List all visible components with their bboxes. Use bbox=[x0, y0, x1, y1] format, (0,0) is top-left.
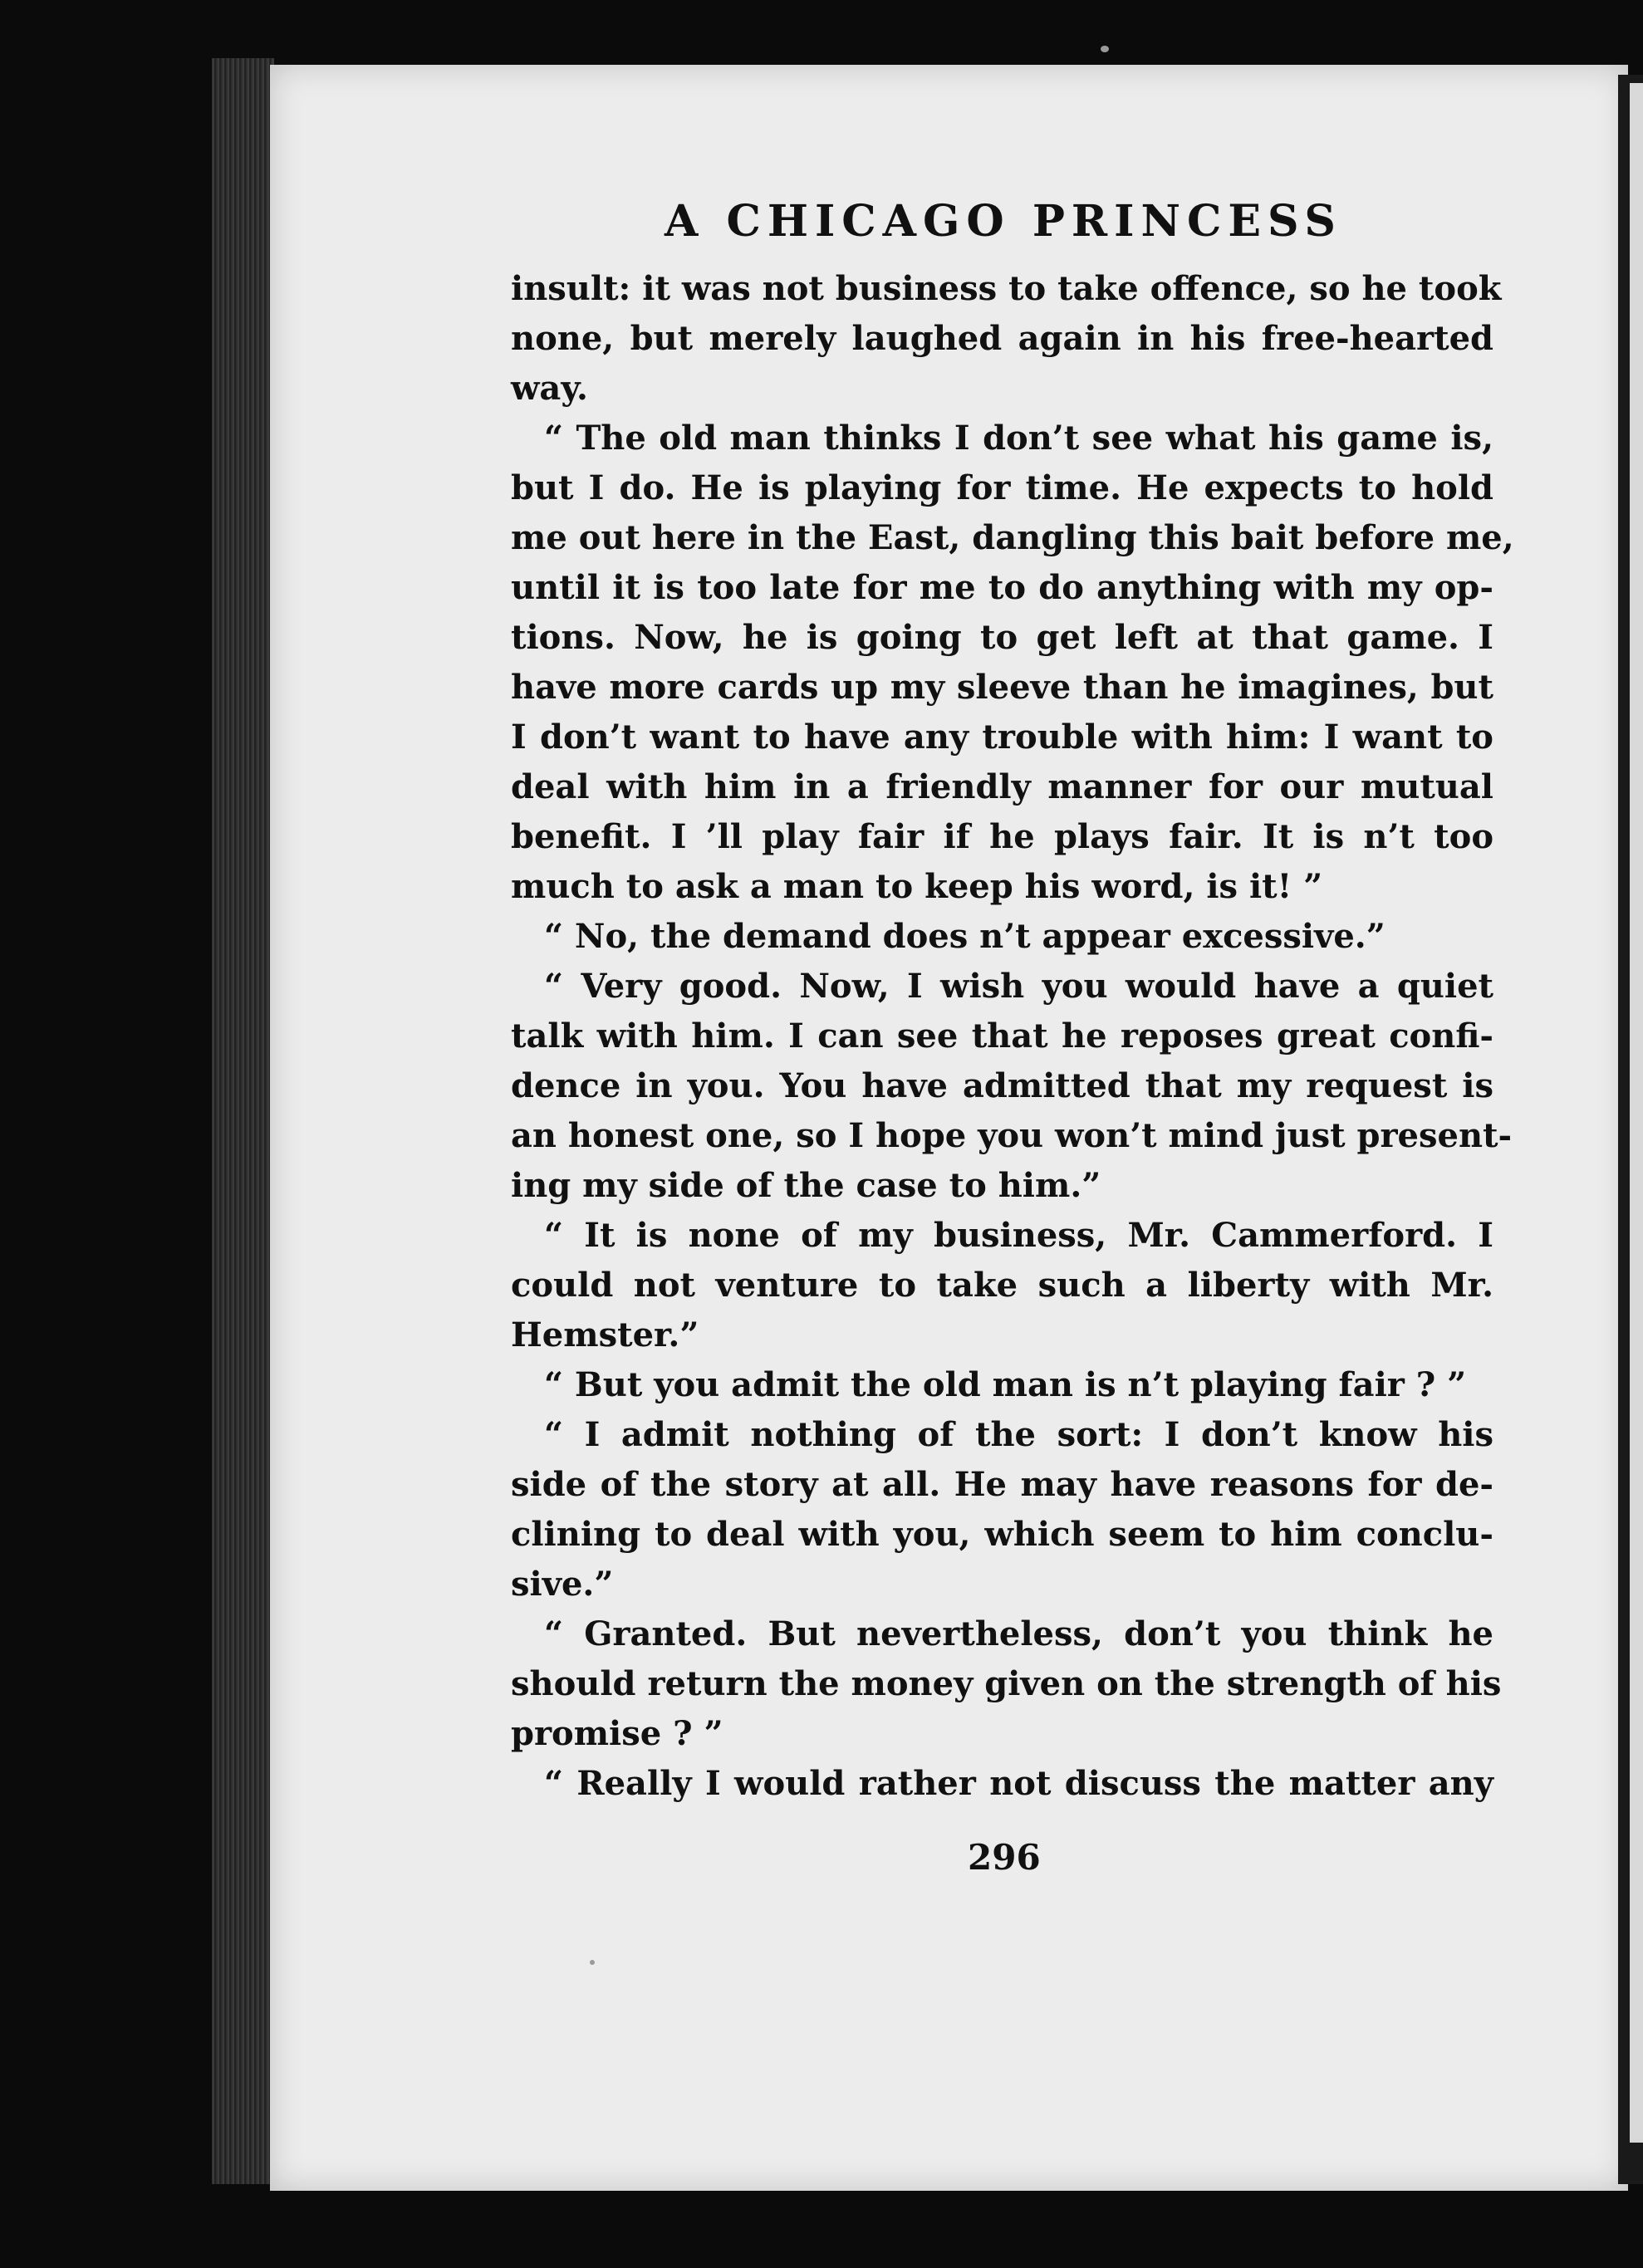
text-line: Hemster.” bbox=[511, 1315, 699, 1354]
text-line: “ It is none of my business, Mr. Cammerford. I bbox=[544, 1216, 1493, 1255]
text-line: “ No, the demand does n’t appear excessive.” bbox=[544, 917, 1386, 956]
body-text bbox=[511, 264, 1514, 1809]
text-line: me out here in the East, dangling this bait before me, bbox=[511, 518, 1514, 557]
text-line: I don’t want to have any trouble with him: I want to bbox=[511, 718, 1493, 757]
text-line: way. bbox=[511, 369, 588, 408]
text-line: clining to deal with you, which seem to him conclu- bbox=[511, 1515, 1493, 1554]
text-line: side of the story at all. He may have reasons for de- bbox=[511, 1465, 1493, 1504]
text-line: an honest one, so I hope you won’t mind just present- bbox=[511, 1116, 1513, 1155]
scan-speck bbox=[590, 1960, 595, 1965]
text-line: benefit. I ’ll play fair if he plays fair. It is n’t too bbox=[511, 817, 1493, 856]
text-line: could not venture to take such a liberty with Mr. bbox=[511, 1266, 1493, 1305]
text-line: until it is too late for me to do anything with my op- bbox=[511, 568, 1493, 607]
facing-page-sliver bbox=[1630, 83, 1643, 2143]
text-line: ing my side of the case to him.” bbox=[511, 1166, 1101, 1205]
text-line: but I do. He is playing for time. He expects to hold bbox=[511, 468, 1493, 507]
text-line: “ But you admit the old man is n’t playing fair ? ” bbox=[544, 1365, 1467, 1404]
text-line: tions. Now, he is going to get left at that game. I bbox=[511, 618, 1493, 657]
text-line: sive.” bbox=[511, 1565, 614, 1604]
text-line: “ Granted. But nevertheless, don’t you think he bbox=[544, 1614, 1493, 1653]
text-line: talk with him. I can see that he reposes great confi- bbox=[511, 1016, 1493, 1056]
text-line: “ Really I would rather not discuss the matter any bbox=[544, 1764, 1493, 1803]
page-edges-stack bbox=[212, 58, 274, 2184]
text-line: “ I admit nothing of the sort: I don’t know his bbox=[544, 1415, 1493, 1454]
text-line: none, but merely laughed again in his free-hearted bbox=[511, 319, 1493, 358]
text-line: deal with him in a friendly manner for our mutual bbox=[511, 767, 1493, 806]
page-number: 296 bbox=[968, 1837, 1041, 1878]
text-line: “ The old man thinks I don’t see what his game is, bbox=[544, 419, 1493, 458]
text-line: dence in you. You have admitted that my request is bbox=[511, 1066, 1493, 1105]
text-line: promise ? ” bbox=[511, 1714, 723, 1753]
scan-speck bbox=[1101, 46, 1109, 52]
text-line: have more cards up my sleeve than he imagines, but bbox=[511, 668, 1493, 707]
text-line: much to ask a man to keep his word, is it! ” bbox=[511, 867, 1323, 906]
text-line: “ Very good. Now, I wish you would have a quiet bbox=[544, 967, 1493, 1006]
text-line: insult: it was not business to take offence, so he took bbox=[511, 269, 1502, 308]
running-head: A CHICAGO PRINCESS bbox=[665, 196, 1342, 247]
text-line: should return the money given on the strength of his bbox=[511, 1664, 1502, 1703]
